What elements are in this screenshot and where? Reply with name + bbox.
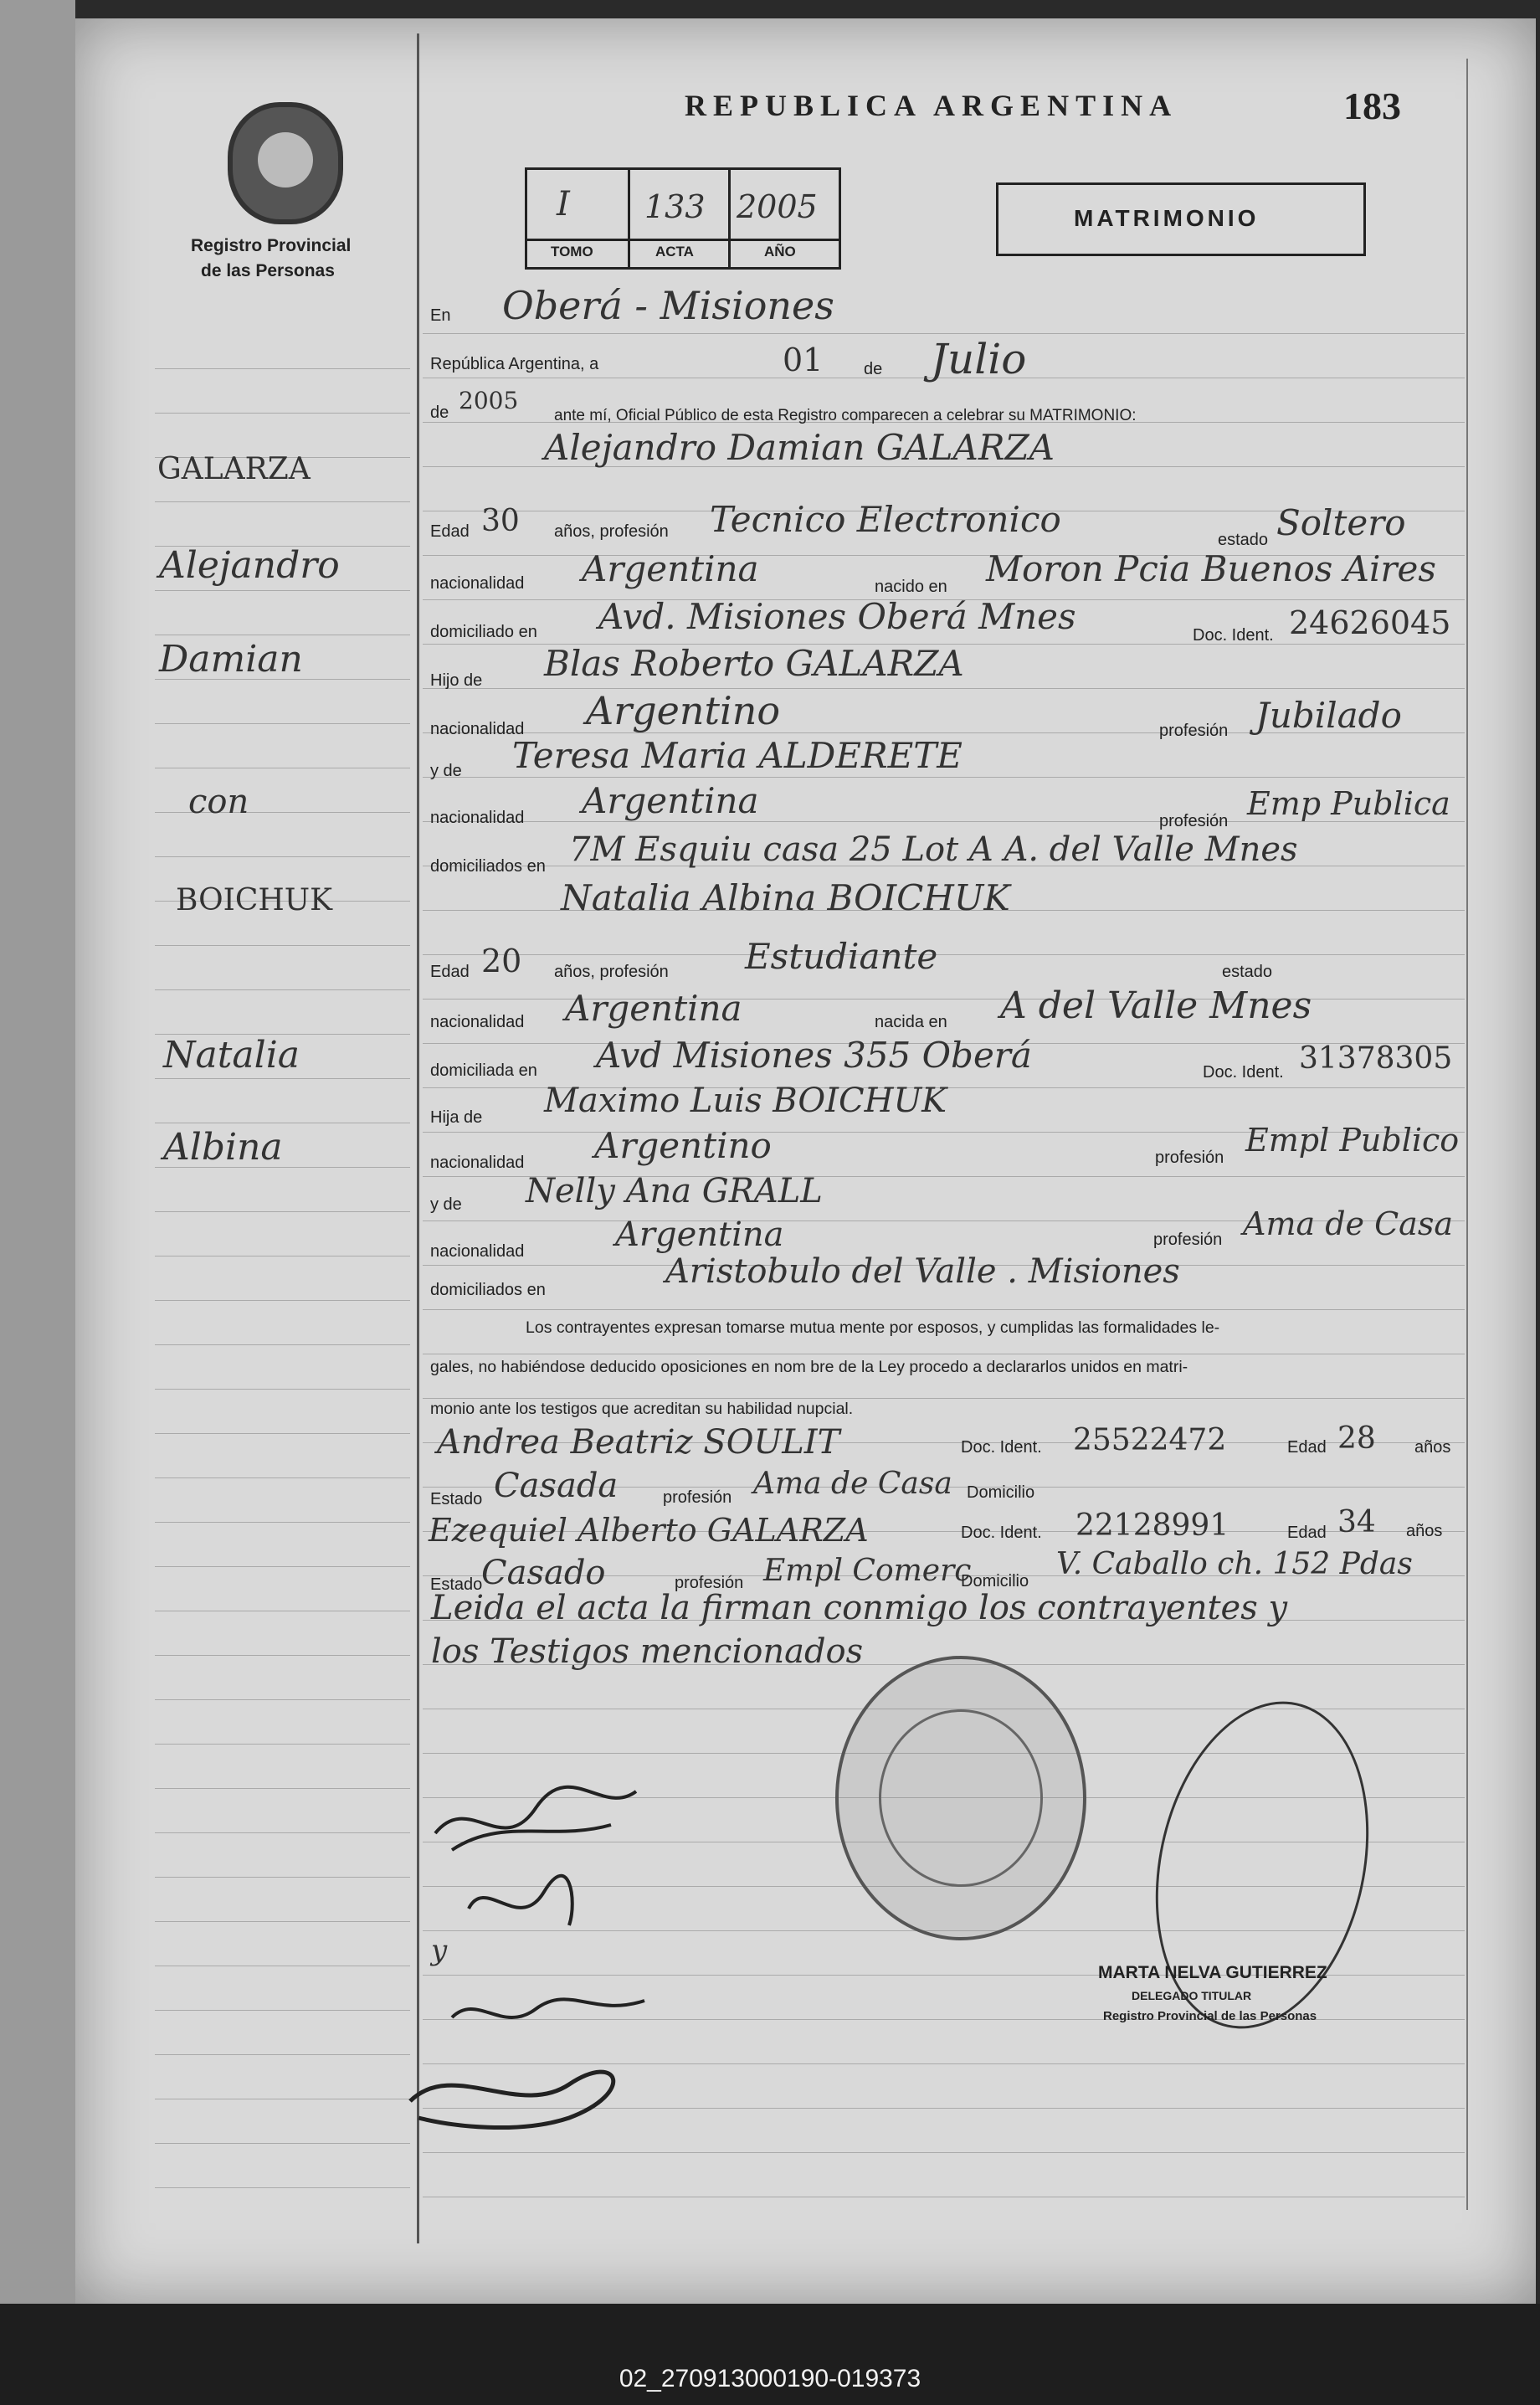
anio-label: AÑO [764,244,796,260]
body-ruling [423,688,1465,689]
bride-profession: Estudiante [745,936,938,977]
day-value: 01 [783,342,824,378]
groom-father-nac-label: nacionalidad [430,720,525,738]
witness2-age: 34 [1337,1505,1376,1539]
bride-father-nac-label: nacionalidad [430,1154,525,1172]
legal-line1: Los contrayentes expresan tomarse mutua mente por esposos, y cumplidas las formalidades le- [526,1318,1220,1337]
bride-father: Maximo Luis BOICHUK [544,1082,947,1120]
book-spine [0,0,75,2327]
bride-edad-label: Edad [430,963,470,981]
witness2-estado-label: Estado [430,1575,483,1594]
bride-mother-nac-label: nacionalidad [430,1242,525,1261]
matrimonio-title: MATRIMONIO [1074,205,1260,231]
witness1-estado-label: Estado [430,1490,483,1508]
body-ruling [423,1398,1465,1399]
registry-stamp-icon [835,1656,1086,1940]
groom-birthplace: Moron Pcia Buenos Aires [986,548,1436,589]
bride-father-prof: Empl Publico [1245,1122,1460,1159]
signature-y: y [431,1934,448,1967]
margin-ruling [155,1655,410,1656]
witness2-edad-label: Edad [1287,1524,1327,1542]
bride-doc: 31378305 [1299,1041,1453,1076]
witness1-doc: 25522472 [1073,1423,1227,1457]
bride-dom-label: domiciliada en [430,1061,537,1080]
groom-yde-label: y de [430,762,462,780]
groom-mother-prof-label: profesión [1159,812,1229,830]
tomo-acta-anio-box [525,167,841,270]
republica-label: República Argentina, a [430,355,599,373]
margin-ruling [155,1699,410,1700]
margin-ruling [155,1300,410,1301]
groom-nac-label: nacionalidad [430,574,525,593]
witness1-prof-label: profesión [663,1488,732,1507]
margin-ruling [155,1744,410,1745]
groom-address: Avd. Misiones Oberá Mnes [598,596,1076,637]
groom-mother-nac-label: nacionalidad [430,809,525,827]
legal-line3: monio ante los testigos que acreditan su habilidad nupcial. [430,1400,854,1418]
bride-doc-label: Doc. Ident. [1203,1063,1284,1082]
margin-name2b: Albina [163,1126,283,1169]
groom-father-prof: Jubilado [1255,695,1402,736]
margin-ruling [155,2054,410,2055]
margin-ruling [155,2143,410,2144]
margin-ruling [155,1832,410,1833]
margin-ruling [155,1211,410,1212]
margin-ruling [155,1788,410,1789]
bride-mother-prof-label: profesión [1153,1231,1223,1249]
bride-parents-dom-label: domiciliados en [430,1281,546,1299]
matrimonio-title-box [996,182,1366,256]
witness2-doc-label: Doc. Ident. [961,1524,1042,1542]
acta-label: ACTA [655,244,694,260]
bride-estado-label: estado [1222,963,1273,981]
closing-line1: Leida el acta la firman conmigo los contrayentes y [431,1589,1288,1627]
margin-ruling [155,723,410,724]
margin-ruling [155,945,410,946]
margin-ruling [155,1433,410,1434]
margin-ruling [155,856,410,857]
margin-ruling [155,590,410,591]
registry-seal-icon [228,102,343,224]
witness2-anos-label: años [1406,1522,1443,1540]
margin-ruling [155,2187,410,2188]
bride-address: Avd Misiones 355 Oberá [596,1035,1032,1076]
bride-mother: Nelly Ana GRALL [526,1172,823,1210]
margin-ruling [155,501,410,502]
scan-filename: 02_270913000190-019373 [619,2365,921,2392]
groom-estado: Soltero [1276,502,1406,543]
margin-ruling [155,368,410,369]
bride-father-prof-label: profesión [1155,1149,1224,1167]
margin-ruling [155,1344,410,1345]
witness1-estado: Casada [494,1467,619,1505]
registry-name-line2: de las Personas [201,261,335,280]
bride-father-nat: Argentino [594,1125,772,1166]
witness2-prof-label: profesión [675,1574,744,1592]
bride-parents-address: Aristobulo del Valle . Misiones [665,1252,1180,1291]
witness2-doc: 22128991 [1075,1508,1229,1543]
groom-mother-prof: Emp Publica [1247,785,1450,822]
official-title: DELEGADO TITULAR [1132,1989,1252,2002]
groom-name: Alejandro Damian GALARZA [544,427,1055,468]
bride-nacida-label: nacida en [875,1013,947,1031]
margin-name1b: Damian [159,638,303,681]
margin-ruling [155,1389,410,1390]
witness1-age: 28 [1337,1421,1376,1456]
groom-dom-label: domiciliado en [430,623,537,641]
official-name: MARTA NELVA GUTIERREZ [1098,1963,1327,1982]
witness1-edad-label: Edad [1287,1438,1327,1457]
body-ruling [423,954,1465,955]
de-label: de [864,360,883,378]
closing-line2: los Testigos mencionados [431,1632,864,1671]
right-rule [1466,59,1468,2210]
witness1-dom-label: Domicilio [967,1483,1035,1502]
witness2-address: V. Caballo ch. 152 Pdas [1056,1547,1413,1581]
witness2-estado: Casado [481,1554,606,1592]
official-registry: Registro Provincial de las Personas [1103,2009,1317,2023]
margin-ruling [155,1921,410,1922]
margin-ruling [155,1566,410,1567]
margin-ruling [155,1078,410,1079]
witness1-profession: Ama de Casa [753,1467,952,1501]
margin-ruling [155,1877,410,1878]
tomo-label: TOMO [551,244,593,260]
margin-surname1: GALARZA [157,452,311,486]
en-label: En [430,306,451,325]
bride-mother-nat: Argentina [615,1215,784,1254]
bride-name: Natalia Albina BOICHUK [561,877,1010,918]
bride-birthplace: A del Valle Mnes [1000,984,1312,1027]
groom-father-prof-label: profesión [1159,722,1229,740]
groom-edad-label: Edad [430,522,470,541]
groom-nacido-label: nacido en [875,578,947,596]
margin-ruling [155,413,410,414]
anio-value: 2005 [737,188,818,225]
witness2-name: Ezequiel Alberto GALARZA [429,1512,869,1549]
groom-parents-dom-label: domiciliados en [430,857,546,876]
margin-ruling [155,989,410,990]
witness1-anos-label: años [1414,1438,1451,1457]
body-ruling [423,1309,1465,1310]
margin-ruling [155,1477,410,1478]
intro-statement: ante mí, Oficial Público de esta Registro comparecen a celebrar su MATRIMONIO: [554,407,1137,424]
bride-yde-label: y de [430,1195,462,1214]
groom-hijo-label: Hijo de [430,671,483,690]
acta-value: 133 [644,188,706,225]
groom-mother-nat: Argentina [582,780,759,821]
groom-doc: 24626045 [1289,604,1451,641]
groom-parents-address: 7M Esquiu casa 25 Lot A A. del Valle Mnes [569,830,1298,869]
groom-father-nat: Argentino [586,688,781,733]
page-number: 183 [1343,85,1401,127]
margin-ruling [155,1522,410,1523]
bride-nac-label: nacionalidad [430,1013,525,1031]
legal-line2: gales, no habiéndose deducido oposiciones en nom bre de la Ley procedo a declararlos unidos en matri- [430,1358,1188,1376]
witness2-dom-label: Domicilio [961,1572,1029,1590]
registry-name-line1: Registro Provincial [191,236,352,255]
bride-hija-label: Hija de [430,1108,483,1127]
de2-label: de [430,403,449,422]
tomo-value: I [557,185,570,224]
groom-mother: Teresa Maria ALDERETE [512,735,963,776]
groom-age: 30 [481,504,520,538]
margin-ruling [155,2010,410,2011]
witness2-profession: Empl Comerc [763,1554,972,1588]
groom-father: Blas Roberto GALARZA [544,643,964,684]
bride-age: 20 [481,943,522,979]
groom-estado-label: estado [1218,531,1269,549]
bride-nationality: Argentina [565,988,742,1029]
groom-nationality: Argentina [582,548,759,589]
place-value: Oberá - Misiones [502,283,834,328]
body-ruling [423,777,1465,778]
body-ruling [423,333,1465,334]
margin-name1a: Alejandro [159,544,340,587]
year-value: 2005 [459,387,519,414]
witness1-doc-label: Doc. Ident. [961,1438,1042,1457]
month-value: Julio [931,335,1027,383]
witness1-name: Andrea Beatriz SOULIT [437,1423,840,1462]
country-heading: REPUBLICA ARGENTINA [685,89,1178,122]
groom-doc-label: Doc. Ident. [1193,626,1274,645]
bride-mother-prof: Ama de Casa [1243,1205,1453,1242]
margin-surname2: BOICHUK [176,883,333,917]
groom-profession: Tecnico Electronico [710,499,1061,540]
margin-con: con [188,783,249,821]
margin-name2a: Natalia [163,1034,300,1077]
groom-anos-prof-label: años, profesión [554,522,669,541]
bride-anos-prof-label: años, profesión [554,963,669,981]
